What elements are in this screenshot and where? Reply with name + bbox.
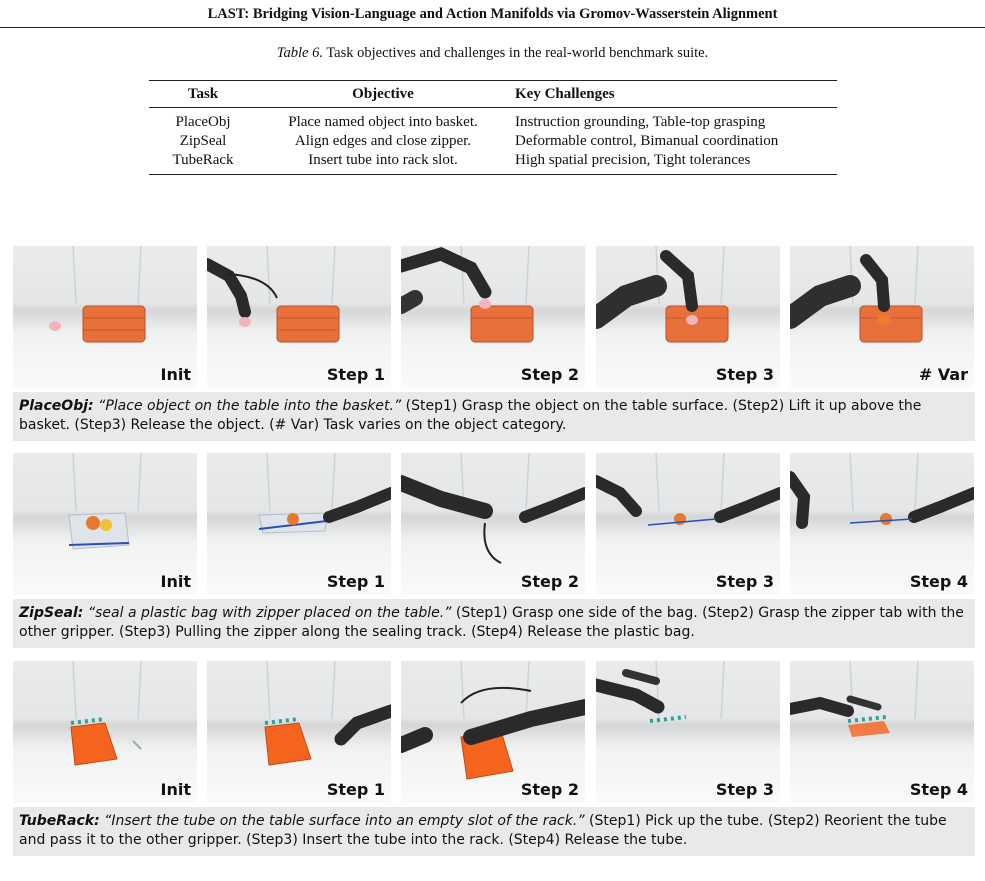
photo-frame-init (13, 661, 197, 803)
table-caption (0, 45, 985, 62)
frame-label: Step 3 (715, 572, 774, 591)
frame-strip (13, 246, 975, 388)
cell-objective: Align edges and close zipper. (294, 133, 472, 149)
photo-frame-step2 (401, 246, 585, 388)
cell-task: PlaceObj (175, 114, 231, 130)
frame-label: Step 3 (715, 365, 774, 384)
frame-label: Step 4 (909, 780, 968, 799)
caption-instruction: “Insert the tube on the table surface into an empty slot of the rack.” (104, 813, 585, 829)
running-head: LAST: Bridging Vision-Language and Action Manifolds via Gromov-Wasserstein Alignment (0, 0, 985, 28)
frame-label: Step 1 (326, 365, 385, 384)
frame-label: Step 2 (520, 572, 579, 591)
panel-caption (13, 392, 975, 441)
caption-description: (Step1) Grasp one side of the bag. (Step2) Grasp the zipper tab with the other gripper. (Step3) Pulling the zipper along the sealing track. (Step4) Release the plastic bag. (19, 605, 964, 640)
placeobj-panel (13, 246, 975, 441)
cell-challenges: High spatial precision, Tight tolerances (509, 151, 837, 175)
photo-frame-step2 (401, 661, 585, 803)
photo-frame-step3 (596, 246, 780, 388)
photo-frame-step4 (790, 661, 974, 803)
header-objective: Objective (257, 81, 509, 108)
task-table (149, 80, 837, 175)
frame-strip (13, 453, 975, 595)
header-task: Task (149, 81, 257, 108)
frame-label: Init (160, 572, 191, 591)
frame-label: Step 2 (520, 780, 579, 799)
zipseal-panel (13, 453, 975, 648)
cell-task: TubeRack (149, 151, 257, 175)
frame-label: Step 2 (520, 365, 579, 384)
cell-objective: Insert tube into rack slot. (257, 151, 509, 175)
caption-instruction: “seal a plastic bag with zipper placed on the table.” (87, 605, 452, 621)
cell-challenges: Instruction grounding, Table-top grasping (515, 114, 766, 130)
caption-task-name: ZipSeal: (19, 605, 84, 621)
panel-caption (13, 807, 975, 856)
table-caption-text: Task objectives and challenges in the real-world benchmark suite. (326, 45, 709, 61)
caption-instruction: “Place object on the table into the basket.” (98, 398, 402, 414)
panel-caption (13, 599, 975, 648)
photo-frame-step1 (207, 453, 391, 595)
frame-label: Step 1 (326, 572, 385, 591)
tuberack-panel (13, 661, 975, 856)
frame-label: Step 3 (715, 780, 774, 799)
table-row (149, 132, 837, 151)
frame-label: Init (160, 365, 191, 384)
table-row (149, 108, 837, 133)
photo-frame-step4 (790, 453, 974, 595)
photo-frame-step1 (207, 661, 391, 803)
frame-label: # Var (918, 365, 968, 384)
caption-task-name: PlaceObj: (19, 398, 94, 414)
photo-frame-step3 (596, 453, 780, 595)
photo-frame-init (13, 453, 197, 595)
frame-strip (13, 661, 975, 803)
photo-frame-step1 (207, 246, 391, 388)
photo-frame-step2 (401, 453, 585, 595)
frame-label: Init (160, 780, 191, 799)
caption-task-name: TubeRack: (19, 813, 100, 829)
cell-task: ZipSeal (179, 133, 227, 149)
cell-challenges: Deformable control, Bimanual coordination (515, 133, 779, 149)
table-header-row (149, 81, 837, 108)
photo-frame-init (13, 246, 197, 388)
photo-frame-var (790, 246, 974, 388)
frame-label: Step 1 (326, 780, 385, 799)
photo-frame-step3 (596, 661, 780, 803)
header-challenges: Key Challenges (509, 81, 837, 108)
caption-description: (Step1) Pick up the tube. (Step2) Reorient the tube and pass it to the other gripper. (Step3) Insert the tube into the rack. (Step4) Release the tube. (19, 813, 947, 848)
table-label: Table 6. (276, 45, 323, 61)
cell-objective: Place named object into basket. (288, 114, 478, 130)
table-row (149, 151, 837, 175)
caption-description: (Step1) Grasp the object on the table surface. (Step2) Lift it up above the basket. (Step3) Release the object. (# Var) Task varies on the object category. (19, 398, 922, 433)
frame-label: Step 4 (909, 572, 968, 591)
